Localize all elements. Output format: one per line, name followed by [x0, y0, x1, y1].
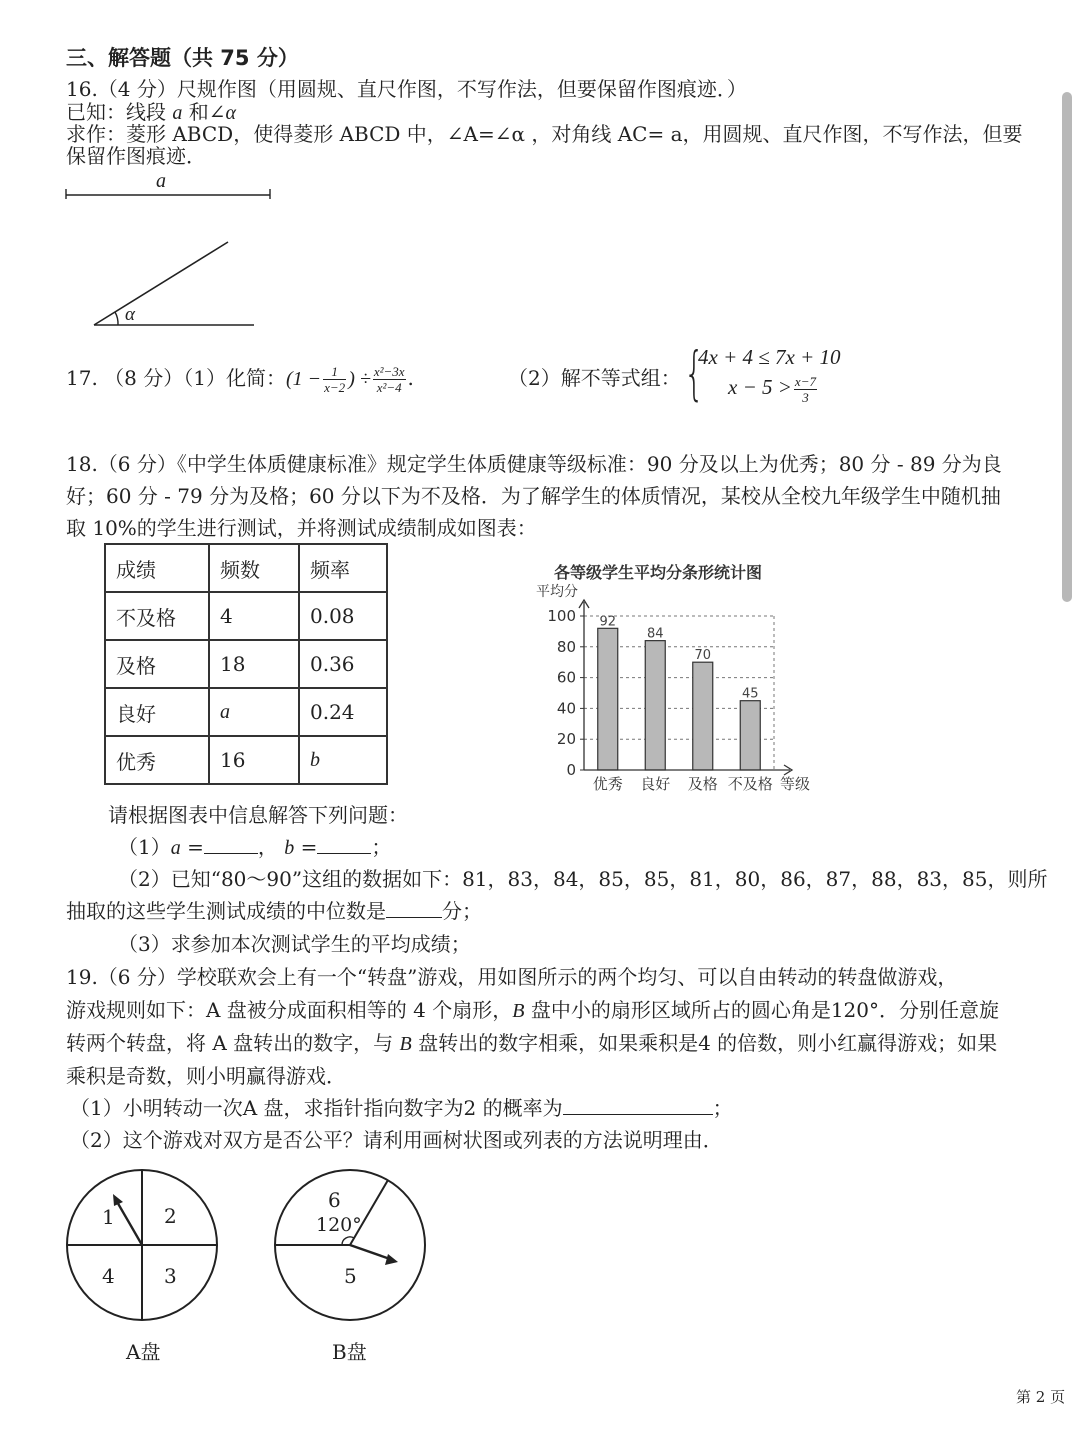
- q19-line-2: 游戏规则如下：A 盘被分成面积相等的 4 个扇形，B 盘中小的扇形区域所占的圆心角是120°．分别任意旋: [66, 998, 999, 1022]
- chart-y-tick-label: 40: [556, 699, 576, 718]
- answer-blank-b[interactable]: [317, 835, 371, 854]
- spinner-b-num-6: 6: [328, 1188, 341, 1212]
- chart-data-label: 45: [741, 686, 759, 702]
- table-cell: 0.24: [299, 688, 387, 736]
- chart-x-tick-label: 不及格: [727, 775, 773, 793]
- spinner-b: [272, 1166, 432, 1326]
- chart-y-tick-label: 80: [556, 637, 576, 656]
- table-header: 成绩: [105, 544, 209, 592]
- table-row: [105, 736, 387, 784]
- q16-line-2: 已知：线段 a 和∠α: [66, 100, 236, 124]
- segment-label: a: [156, 170, 166, 192]
- scrollbar[interactable]: [1062, 92, 1072, 602]
- inequality-2: x − 5 > $\frac{x-7}{3}$: [728, 373, 816, 405]
- table-cell: 优秀: [105, 736, 209, 784]
- spinner-a-num-4: 4: [102, 1264, 115, 1288]
- chart-data-label: 70: [694, 648, 712, 664]
- chart-y-tick-label: 60: [556, 668, 576, 687]
- spinner-b-label: B盘: [332, 1340, 367, 1364]
- bar-chart: [528, 556, 828, 800]
- answer-blank-median[interactable]: [386, 899, 442, 918]
- q19-sub-2: （2）这个游戏对双方是否公平？请利用画树状图或列表的方法说明理由．: [70, 1128, 723, 1152]
- chart-data-label: 84: [646, 626, 664, 642]
- spinner-a: [64, 1166, 224, 1326]
- chart-title: 各等级学生平均分条形统计图: [554, 563, 763, 582]
- chart-y-tick-label: 0: [566, 761, 576, 779]
- table-cell: 16: [209, 736, 299, 784]
- chart-y-tick-label: 100: [547, 607, 576, 625]
- table-header: 频率: [299, 544, 387, 592]
- table-cell: 0.08: [299, 592, 387, 640]
- pointer-arrow-icon: [116, 1200, 142, 1245]
- angle-alpha-figure: [88, 236, 260, 332]
- q19-line-3: 转两个转盘，将 A 盘转出的数字，与 B 盘转出的数字相乘，如果乘积是4 的倍数，则小红赢得游戏；如果: [66, 1031, 998, 1055]
- table-cell: 0.36: [299, 640, 387, 688]
- section-title: 三、解答题（共 75 分）: [66, 46, 299, 70]
- inequality-1: 4x + 4 ≤ 7x + 10: [698, 345, 841, 369]
- pointer-arrow-icon: [350, 1245, 390, 1259]
- q18-sub-2: （2）已知“80～90”这组的数据如下：81，83，84，85，85，81，80，86，87，88，83，85，则所: [118, 867, 1048, 891]
- segment-a-figure: [60, 168, 280, 208]
- chart-xlabel: 等级: [780, 775, 811, 793]
- chart-y-tick-label: 20: [556, 730, 576, 749]
- q18-sub-3: （3）求参加本次测试学生的平均成绩；: [118, 932, 471, 956]
- q19-line-4: 乘积是奇数，则小明赢得游戏．: [66, 1064, 346, 1088]
- q17-part1: 17. （8 分）（1）化简：(1 − $\frac{1}{x-2}$ ) ÷ $\frac{\text{x²−3x}}{\text{x²−4}}$ .: [66, 364, 414, 395]
- table-row: [105, 592, 387, 640]
- q19-line-1: 19.（6 分）学校联欢会上有一个“转盘”游戏，用如图所示的两个均匀、可以自由转动的转盘做游戏，: [66, 965, 958, 989]
- table-cell: 4: [209, 592, 299, 640]
- spinner-a-label: A盘: [126, 1340, 161, 1364]
- table-header-row: [105, 544, 387, 592]
- page-number: 第 2 页: [1016, 1388, 1066, 1406]
- spinner-a-num-1: 1: [102, 1205, 115, 1229]
- table-cell: 不及格: [105, 592, 209, 640]
- angle-label: α: [125, 304, 135, 325]
- chart-bar: [645, 641, 665, 770]
- table-row: [105, 688, 387, 736]
- q18-line-1: 18.（6 分）《中学生体质健康标准》规定学生体质健康等级标准：90 分及以上为优秀；80 分 - 89 分为良: [66, 452, 1002, 476]
- chart-x-tick-label: 及格: [687, 775, 718, 793]
- q18-sub-1: （1）a = ， b = ；: [118, 835, 392, 859]
- q16-line-4: 保留作图痕迹．: [66, 144, 206, 168]
- spinner-b-angle: 120°: [316, 1214, 362, 1236]
- answer-blank-a[interactable]: [204, 835, 258, 854]
- table-cell: 良好: [105, 688, 209, 736]
- q18-line-2: 好；60 分 - 79 分为及格；60 分以下为不及格．为了解学生的体质情况，某校从全校九年级学生中随机抽: [66, 484, 1001, 508]
- spinner-a-num-3: 3: [164, 1264, 177, 1288]
- table-row: [105, 640, 387, 688]
- chart-data-label: 92: [599, 614, 617, 630]
- q16-line-1: 16.（4 分）尺规作图（用圆规、直尺作图，不写作法，但要保留作图痕迹．）: [66, 77, 747, 101]
- table-cell: 18: [209, 640, 299, 688]
- table-cell: a: [209, 688, 299, 736]
- answer-blank-probability[interactable]: [563, 1096, 713, 1115]
- chart-ylabel: 平均分: [536, 584, 578, 600]
- score-table: [104, 543, 388, 785]
- chart-bar: [693, 662, 713, 770]
- q16-line-3: 求作：菱形 ABCD，使得菱形 ABCD 中，∠A=∠α ，对角线 AC= a，用圆规、直尺作图，不写作法，但要: [66, 122, 1023, 146]
- q18-ask: 请根据图表中信息解答下列问题：: [108, 803, 408, 827]
- chart-x-tick-label: 优秀: [592, 775, 623, 793]
- q19-sub-1: （1）小明转动一次A 盘，求指针指向数字为2 的概率为 ；: [70, 1096, 733, 1120]
- spinner-a-num-2: 2: [164, 1204, 177, 1228]
- table-cell: 及格: [105, 640, 209, 688]
- table-cell: b: [299, 736, 387, 784]
- chart-bar: [740, 701, 760, 770]
- q18-line-3: 取 10%的学生进行测试，并将测试成绩制成如图表：: [66, 516, 537, 540]
- q17-part2-label: （2）解不等式组：: [508, 366, 681, 390]
- brace-icon: {: [684, 339, 705, 407]
- chart-x-tick-label: 良好: [640, 775, 671, 793]
- spinner-b-num-5: 5: [344, 1264, 357, 1288]
- chart-bar: [598, 628, 618, 770]
- q18-sub-2b: 抽取的这些学生测试成绩的中位数是 分；: [66, 899, 482, 923]
- table-header: 频数: [209, 544, 299, 592]
